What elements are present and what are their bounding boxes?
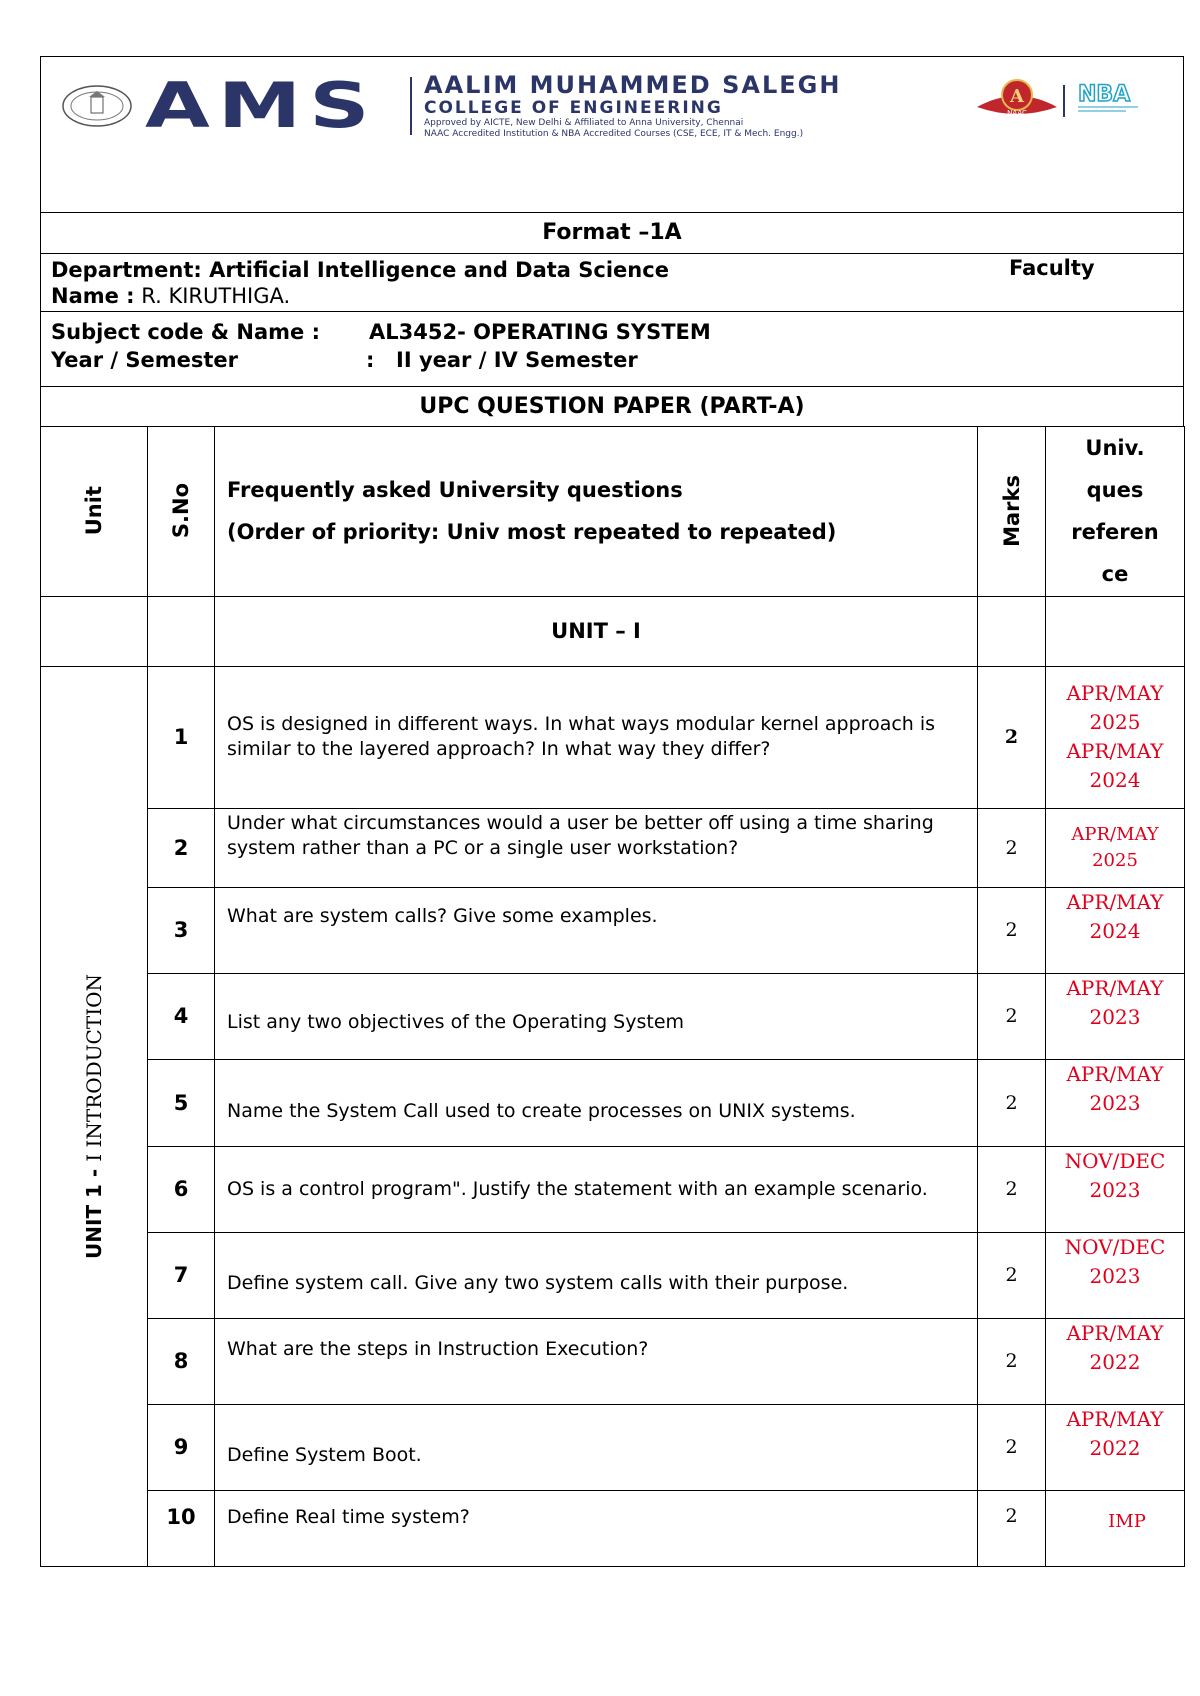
- question-table: [40, 426, 1185, 1567]
- marks-value: 2: [978, 666, 1046, 808]
- univ-reference: NOV/DEC 2023: [1046, 1146, 1185, 1232]
- univ-reference: APR/MAY 2025: [1046, 808, 1185, 887]
- question-text: Under what circumstances would a user be better off using a time sharing system rather than a PC or a single user workstation?: [215, 808, 978, 887]
- marks-value: 2: [978, 1059, 1046, 1146]
- accreditation-text: NAAC Accredited Institution & NBA Accredited Courses (CSE, ECE, IT & Mech. Engg.): [424, 129, 804, 139]
- marks-value: 2: [978, 808, 1046, 887]
- col-header-reference: Univ. ques referen ce: [1046, 426, 1185, 596]
- table-row: [41, 1404, 1185, 1490]
- table-row: [41, 808, 1185, 887]
- marks-value: 2: [978, 973, 1046, 1059]
- department-row: [40, 254, 1184, 312]
- marks-value: 2: [978, 887, 1046, 973]
- college-header: [40, 56, 1184, 213]
- serial-number: 6: [148, 1146, 215, 1232]
- svg-text:NBA: NBA: [1078, 82, 1131, 107]
- col-header-sno: S.No: [169, 483, 193, 539]
- paper-title: UPC QUESTION PAPER (PART-A): [40, 387, 1184, 427]
- marks-value: 2: [978, 1232, 1046, 1318]
- marks-value: 2: [978, 1146, 1046, 1232]
- format-label: Format –1A: [40, 213, 1184, 254]
- table-row: [41, 666, 1185, 808]
- table-row: [41, 1318, 1185, 1404]
- serial-number: 8: [148, 1318, 215, 1404]
- year-label: Year / Semester: [51, 348, 238, 372]
- unit-heading: UNIT – I: [215, 596, 978, 666]
- college-name: AALIM MUHAMMED SALEGH: [424, 71, 842, 99]
- question-text: Name the System Call used to create processes on UNIX systems.: [215, 1059, 978, 1146]
- year-colon: :: [366, 348, 375, 372]
- year-value: II year / IV Semester: [396, 348, 638, 372]
- question-text: What are the steps in Instruction Execution?: [215, 1318, 978, 1404]
- question-text: Define Real time system?: [215, 1490, 978, 1566]
- question-text: Define system call. Give any two system calls with their purpose.: [215, 1232, 978, 1318]
- question-text: OS is a control program". Justify the statement with an example scenario.: [215, 1146, 978, 1232]
- nba-badge-icon: [1076, 79, 1146, 115]
- question-text: OS is designed in different ways. In what ways modular kernel approach is similar to the layered approach? In what way they differ?: [215, 666, 978, 808]
- subject-value: AL3452- OPERATING SYSTEM: [369, 320, 711, 344]
- svg-text:A: A: [1010, 86, 1024, 107]
- marks-value: 2: [978, 1404, 1046, 1490]
- unit-side-label-cell: [41, 666, 148, 1566]
- table-row: [41, 1490, 1185, 1566]
- college-name-block: [424, 72, 841, 140]
- univ-reference: IMP: [1046, 1490, 1185, 1566]
- faculty-name: R. KIRUTHIGA.: [134, 284, 291, 308]
- approval-text: Approved by AICTE, New Delhi & Affiliated to Anna University, Chennai: [424, 118, 744, 128]
- question-text: List any two objectives of the Operating System: [215, 973, 978, 1059]
- table-row: [41, 1146, 1185, 1232]
- serial-number: 1: [148, 666, 215, 808]
- svg-text:NAAC: NAAC: [1007, 109, 1027, 117]
- subject-label: Subject code & Name :: [51, 320, 321, 344]
- univ-reference: APR/MAY 2023: [1046, 1059, 1185, 1146]
- marks-value: 2: [978, 1318, 1046, 1404]
- univ-reference: APR/MAY 2025 APR/MAY 2024: [1046, 666, 1185, 808]
- serial-number: 9: [148, 1404, 215, 1490]
- serial-number: 3: [148, 887, 215, 973]
- college-logo: [59, 69, 842, 142]
- univ-reference: APR/MAY 2022: [1046, 1318, 1185, 1404]
- univ-reference: APR/MAY 2024: [1046, 887, 1185, 973]
- question-text: Define System Boot.: [215, 1404, 978, 1490]
- college-seal-icon: [59, 83, 135, 129]
- marks-value: 2: [978, 1490, 1046, 1566]
- college-subtitle: COLLEGE OF ENGINEERING: [424, 98, 723, 118]
- ams-logo-text: AMS: [145, 69, 378, 142]
- name-label: Name :: [51, 284, 135, 308]
- department-label: Department: Artificial Intelligence and Data Science: [51, 258, 669, 282]
- serial-number: 10: [148, 1490, 215, 1566]
- serial-number: 4: [148, 973, 215, 1059]
- univ-reference: APR/MAY 2023: [1046, 973, 1185, 1059]
- table-row: [41, 1059, 1185, 1146]
- unit-heading-row: [41, 596, 1185, 666]
- serial-number: 5: [148, 1059, 215, 1146]
- table-row: [41, 887, 1185, 973]
- table-header-row: [41, 426, 1185, 596]
- univ-reference: APR/MAY 2022: [1046, 1404, 1185, 1490]
- divider: [1063, 85, 1065, 117]
- serial-number: 2: [148, 808, 215, 887]
- col-header-question: Frequently asked University questions (Order of priority: Univ most repeated to repeated): [215, 426, 978, 596]
- col-header-marks: Marks: [999, 475, 1024, 547]
- naac-badge-icon: [973, 77, 1061, 121]
- col-header-unit: Unit: [82, 486, 106, 536]
- question-text: What are system calls? Give some examples.: [215, 887, 978, 973]
- table-row: [41, 973, 1185, 1059]
- document-page: [40, 56, 1184, 1567]
- serial-number: 7: [148, 1232, 215, 1318]
- unit-side-label: UNIT 1 - I INTRODUCTION: [82, 973, 106, 1259]
- faculty-label: Faculty: [1009, 256, 1095, 280]
- table-row: [41, 1232, 1185, 1318]
- univ-reference: NOV/DEC 2023: [1046, 1232, 1185, 1318]
- subject-row: [40, 312, 1184, 387]
